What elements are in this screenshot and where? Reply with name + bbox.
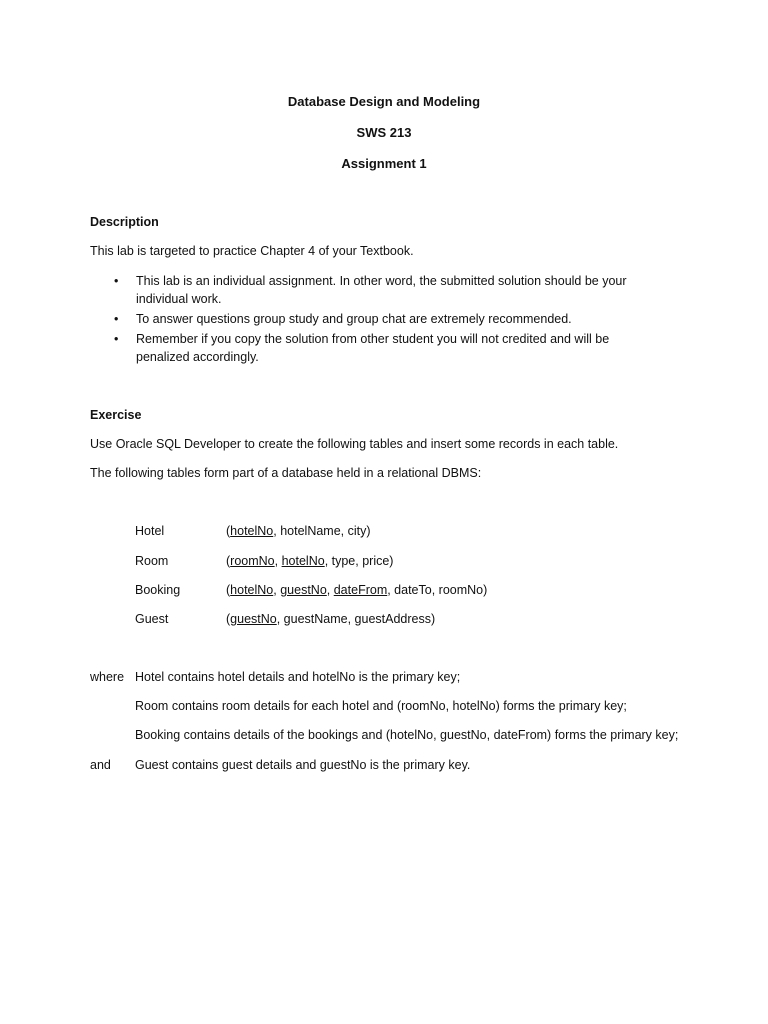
room-note: Room contains room details for each hotel and (roomNo, hotelNo) forms the primary key; [135, 699, 627, 713]
primary-key-hotelno: hotelNo [230, 583, 274, 597]
bullet-icon: • [114, 274, 119, 288]
schema-booking-def [226, 583, 487, 597]
bullet-icon: • [114, 312, 119, 326]
bullet-item [90, 310, 650, 328]
description-heading: Description [90, 215, 159, 229]
schema-room-def [226, 554, 393, 568]
primary-key-datefrom: dateFrom [333, 583, 388, 597]
paren: ( [226, 554, 231, 568]
bullet-item [90, 272, 650, 308]
bullet-text: Remember if you copy the solution from other student you will not credited and will be penalized accordingly. [136, 332, 610, 364]
course-code: SWS 213 [356, 125, 412, 140]
attributes: , hotelName, city) [273, 524, 371, 538]
document-title: Database Design and Modeling [287, 94, 481, 109]
separator: , [273, 583, 281, 597]
bullet-text: This lab is an individual assignment. In other word, the submitted solution should be your individual work. [136, 274, 627, 306]
schema-hotel-def [226, 524, 371, 538]
booking-note: Booking contains details of the bookings and (hotelNo, guestNo, dateFrom) forms the primary key; [135, 728, 679, 742]
schema-booking-name: Booking [135, 583, 181, 597]
separator: , [326, 583, 334, 597]
schema-room-name: Room [135, 554, 169, 568]
primary-key-guestno: guestNo [280, 583, 327, 597]
primary-key-guestno: guestNo [230, 612, 277, 626]
paren: ( [226, 612, 231, 626]
primary-key-hotelno: hotelNo [230, 524, 274, 538]
bullet-item [90, 330, 650, 366]
exercise-line-2: The following tables form part of a database held in a relational DBMS: [90, 466, 482, 480]
hotel-note: Hotel contains hotel details and hotelNo is the primary key; [135, 670, 461, 684]
description-intro: This lab is targeted to practice Chapter 4 of your Textbook. [90, 244, 414, 258]
schema-guest-name: Guest [135, 612, 169, 626]
attributes: , guestName, guestAddress) [276, 612, 436, 626]
schema-guest-def [226, 612, 435, 626]
separator: , [274, 554, 282, 568]
where-label: where [90, 670, 125, 684]
paren: ( [226, 524, 231, 538]
guest-note: Guest contains guest details and guestNo is the primary key. [135, 758, 471, 772]
attributes: , type, price) [324, 554, 394, 568]
bullet-text: To answer questions group study and group chat are extremely recommended. [136, 312, 572, 326]
primary-key-hotelno: hotelNo [281, 554, 325, 568]
and-label: and [90, 758, 111, 772]
assignment-title: Assignment 1 [341, 156, 427, 171]
description-bullet-list [90, 272, 650, 368]
primary-key-roomno: roomNo [230, 554, 275, 568]
attributes: , dateTo, roomNo) [387, 583, 488, 597]
schema-hotel-name: Hotel [135, 524, 165, 538]
exercise-heading: Exercise [90, 408, 142, 422]
exercise-line-1: Use Oracle SQL Developer to create the following tables and insert some records in each table. [90, 437, 619, 451]
bullet-icon: • [114, 332, 119, 346]
paren: ( [226, 583, 231, 597]
